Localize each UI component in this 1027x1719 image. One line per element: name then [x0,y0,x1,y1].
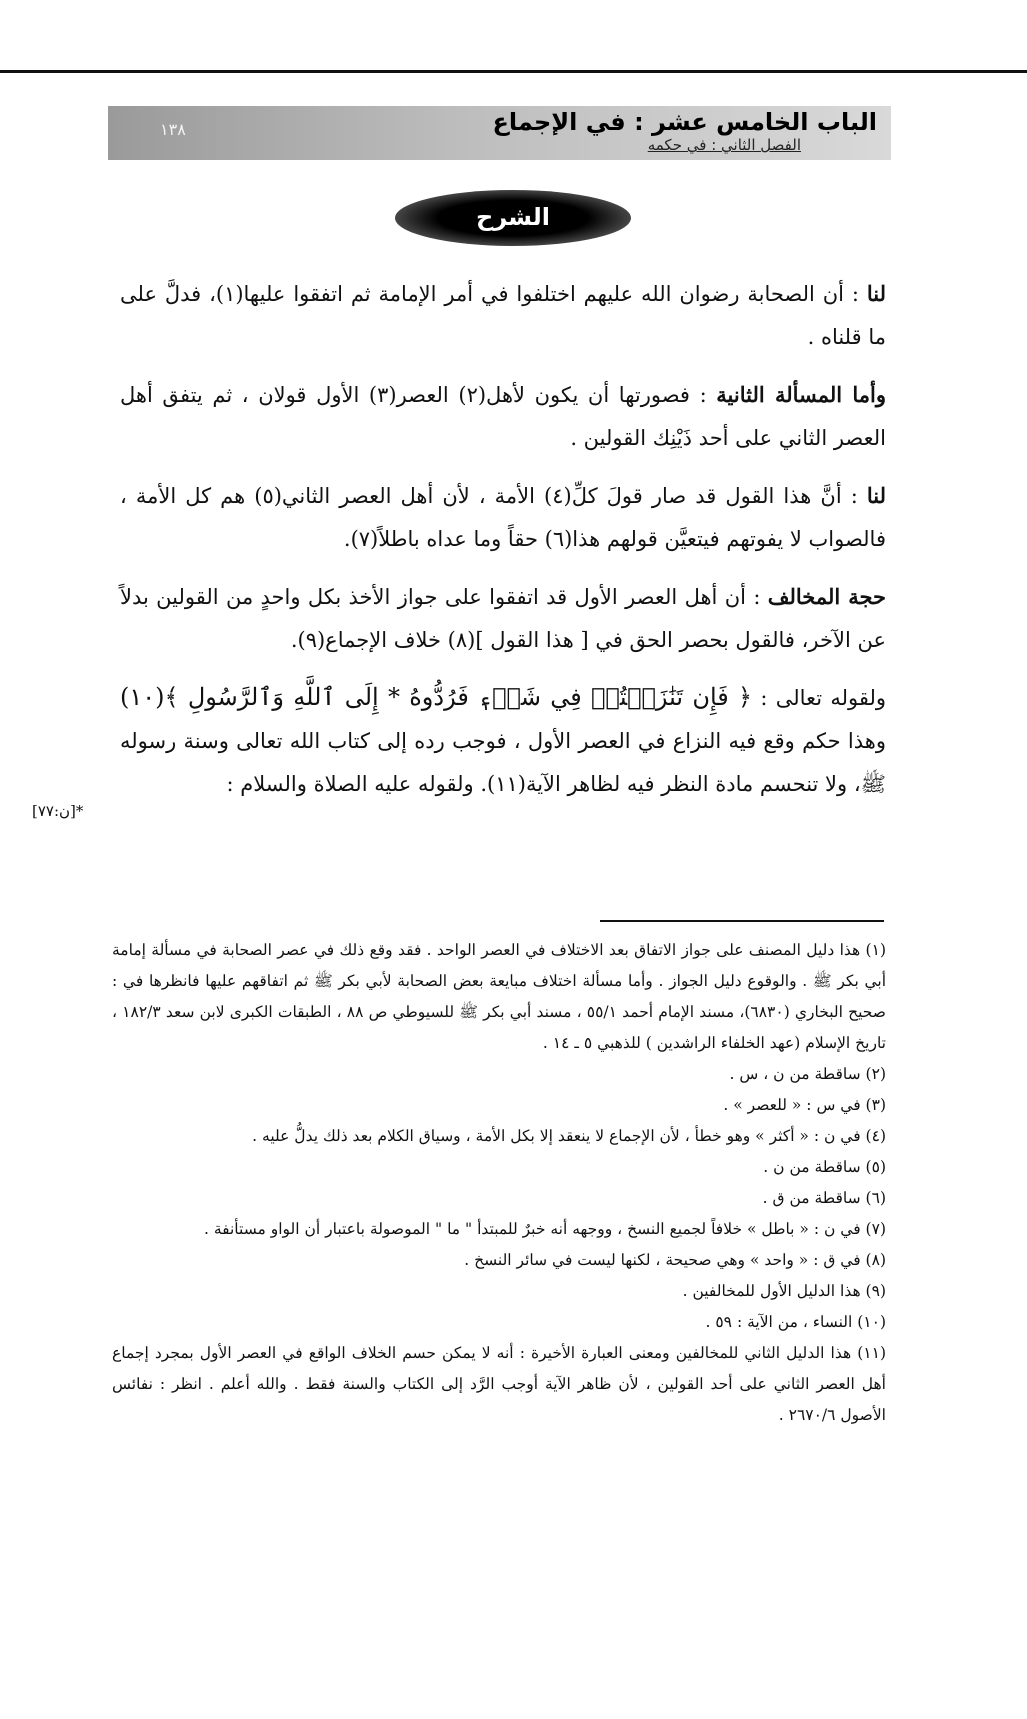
footnote: (٤) في ن : « أكثر » وهو خطأ ، لأن الإجماع لا ينعقد إلا بكل الأمة ، وسياق الكلام بعد ذلك يدلُّ عليه . [252,1127,886,1145]
running-header [108,106,891,160]
paragraph [120,575,886,662]
paragraph-lead: لنا [866,281,886,306]
footnote: (١) هذا دليل المصنف على جواز الاتفاق بعد الاختلاف في العصر الواحد . فقد وقع ذلك في عصر الصحابة في مسألة إمامة أبي بكر ﷺ . والوقوع دليل الجواز . وأما مسألة اختلاف مبايعة بعض الصحابة لأبي بكر ﷺ ثم اتفاقهم عليها فانظرها في : صحيح البخاري (٦٨٣٠)، مسند الإمام أحمد ٥٥/١ ، مسند أبي بكر ﷺ للسيوطي ص ٨٨ ، الطبقات الكبرى لابن سعد ١٨٢/٣ ، تاريخ الإسلام (عهد الخلفاء الراشدين ) للذهبي ٥ ـ ١٤ . [112,941,886,1052]
footnote: (١٠) النساء ، من الآية : ٥٩ . [705,1313,886,1331]
footnote-rule [600,920,884,922]
top-rule [0,70,1027,73]
footnote: (١١) هذا الدليل الثاني للمخالفين ومعنى العبارة الأخيرة : أنه لا يمكن حسم الخلاف الواقع في العصر الأول بمجرد إجماع أهل العصر الثاني على أحد القولين ، لأن ظاهر الآية أوجب الرَّد إلى الكتاب والسنة فقط . والله أعلم . انظر : نفائس الأصول ٢٦٧٠/٦ . [112,1344,886,1424]
main-text [120,272,886,820]
paragraph [120,474,886,561]
paragraph-lead: حجة المخالف [767,584,886,609]
paragraph [120,676,886,806]
paragraph-lead: وأما المسألة الثانية [716,382,886,407]
footnote: (٦) ساقطة من ق . [762,1189,886,1207]
paragraph-text: وهذا حكم وقع فيه النزاع في العصر الأول ، فوجب رده إلى كتاب الله تعالى وسنة رسوله ﷺ، ولا تنحسم مادة النظر فيه لظاهر الآية(١١). ولقوله عليه الصلاة والسلام : [120,729,886,796]
paragraph-text: : فصورتها أن يكون لأهل(٢) العصر(٣) الأول قولان ، ثم يتفق أهل العصر الثاني على أحد ذَيْنِك القولين . [120,383,886,450]
footnote: (٢) ساقطة من ن ، س . [729,1065,886,1083]
footnote: (٨) في ق : « واحد » وهي صحيحة ، لكنها ليست في سائر النسخ . [464,1251,886,1269]
footnote: (٣) في س : « للعصر » . [723,1096,886,1114]
paragraph-text: : أن الصحابة رضوان الله عليهم اختلفوا في أمر الإمامة ثم اتفقوا عليها(١)، فدلَّ على ما قلناه . [120,282,886,349]
footnote: (٩) هذا الدليل الأول للمخالفين . [682,1282,886,1300]
quran-verse: ﴿ فَإِن تَنَٰزَعۡتُمۡ فِي شَيۡءٖ فَرُدُّوهُ * إِلَى ٱللَّهِ وَٱلرَّسُولِ ﴾(١٠) [120,683,753,711]
footnotes [112,935,886,1431]
commentary-badge: الشرح [395,190,631,246]
margin-reference: *[ن:٧٧] [32,802,84,820]
paragraph-text: : أن أهل العصر الأول قد اتفقوا على جواز الأخذ بكل واحدٍ من القولين بدلاً عن الآخر، فالقول بحصر الحق في [ هذا القول ](٨) خلاف الإجماع(٩). [120,585,886,652]
footnote: (٥) ساقطة من ن . [763,1158,886,1176]
paragraph [120,373,886,460]
page-number: ١٣٨ [160,120,186,139]
section-title: الفصل الثاني : في حكمه [647,136,801,154]
chapter-title: الباب الخامس عشر : في الإجماع [492,108,877,136]
paragraph [120,272,886,359]
paragraph-text: : أنَّ هذا القول قد صار قولَ كلِّ(٤) الأمة ، لأن أهل العصر الثاني(٥) هم كل الأمة ، فالصواب لا يفوتهم فيتعيَّن قولهم هذا(٦) حقاً وما عداه باطلاً(٧). [120,484,886,551]
footnote: (٧) في ن : « باطل » خلافاً لجميع النسخ ، ووجهه أنه خبرٌ للمبتدأ " ما " الموصولة باعتبار أن الواو مستأنفة . [203,1220,886,1238]
paragraph-pre: ولقوله تعالى : [752,686,887,710]
paragraph-lead: لنا [866,483,886,508]
